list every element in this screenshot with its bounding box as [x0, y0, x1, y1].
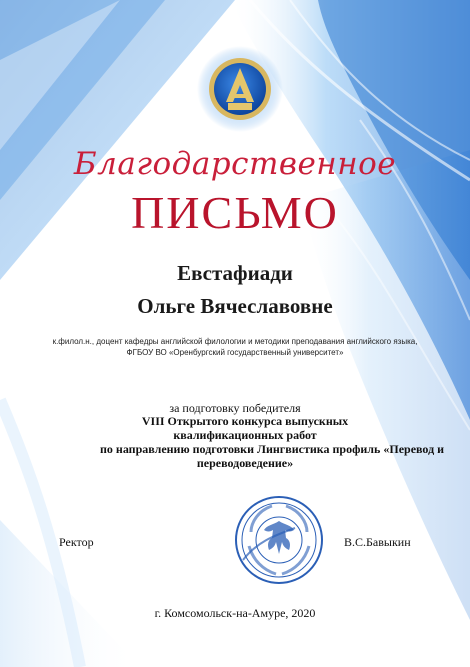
university-emblem-icon [195, 44, 285, 134]
recipient-name: Ольге Вячеславовне [137, 294, 333, 318]
award-line-1: VIII Открытого конкурса выпускных [141, 414, 349, 428]
description-line-2: ФГБОУ ВО «Оренбургский государственный университет» [126, 348, 344, 357]
rector-label: Ректор [59, 535, 94, 549]
award-line-3: по направлению подготовки Лингвистика профиль «Перевод и [100, 442, 445, 456]
footer-location-year: г. Комсомольск-на-Амуре, 2020 [154, 606, 316, 620]
description-line-1: к.филол.н., доцент кафедры английской филологии и методики преподавания английского языка, [52, 337, 418, 346]
award-intro: за подготовку победителя [169, 401, 301, 415]
official-stamp-icon [233, 494, 325, 586]
recipient-description [20, 336, 450, 358]
title-main: ПИСЬМО [131, 187, 339, 238]
award-line-4: переводоведение» [196, 456, 294, 470]
rector-name: В.С.Бавыкин [344, 535, 411, 549]
award-text [100, 414, 445, 470]
award-line-2: квалификационных работ [173, 428, 317, 442]
recipient-surname: Евстафиади [177, 261, 293, 285]
title-script: Благодарственное [73, 146, 397, 182]
